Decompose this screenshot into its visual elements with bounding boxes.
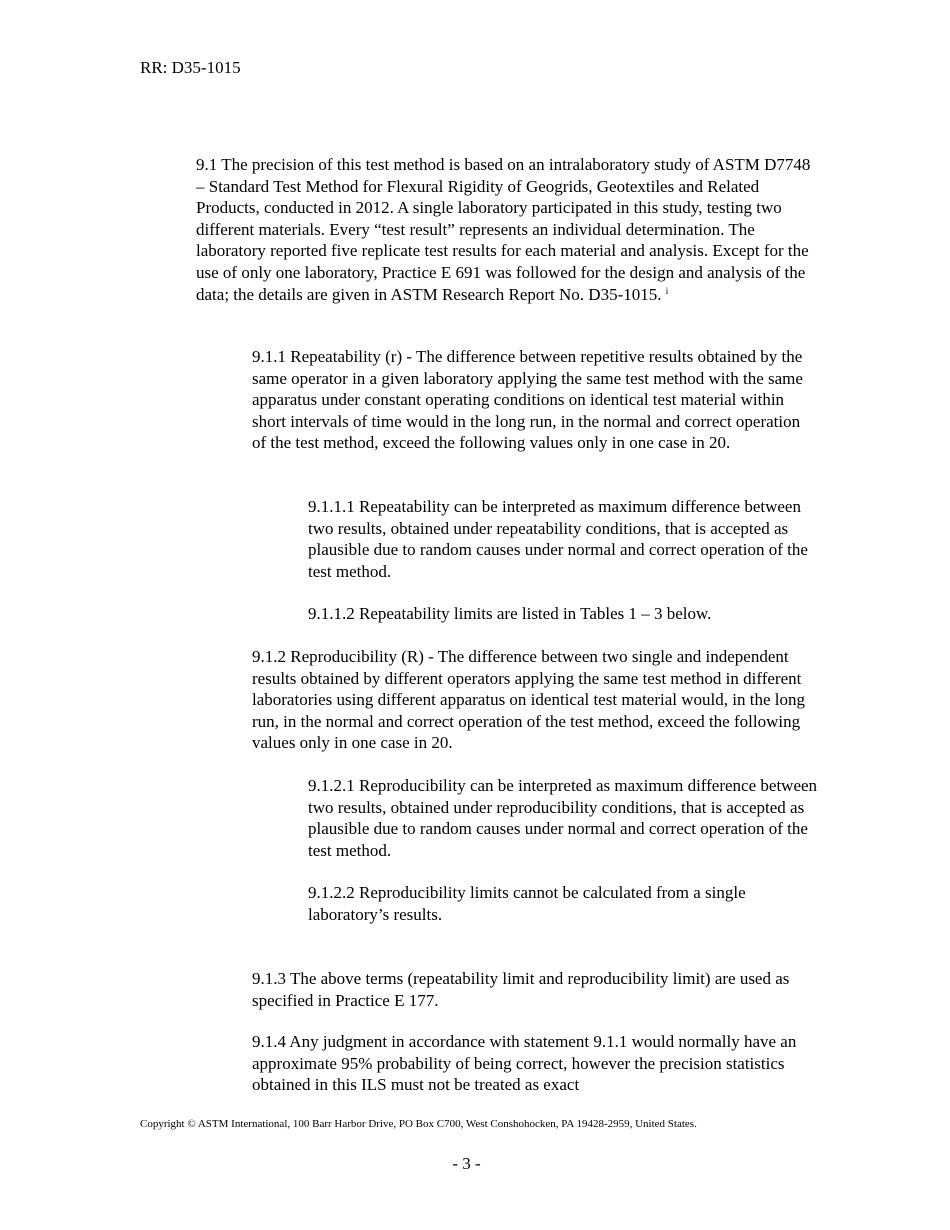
section-9-1: [196, 154, 821, 305]
section-9-1-2-1: 9.1.2.1 Reproducibility can be interpreted as maximum difference between two results, obtained under reproducibility conditions, that is accepted as plausible due to random causes under normal and correct operation of the test method.: [308, 776, 818, 860]
section-9-1-1: 9.1.1 Repeatability (r) - The difference between repetitive results obtained by the same operator in a given laboratory applying the same test method with the same apparatus under constant operating conditions on identical test material within short intervals of time would in the long run, in the normal and correct operation of the test method, exceed the following values only in one case in 20.: [252, 347, 803, 453]
copyright-footer: Copyright © ASTM International, 100 Barr Harbor Drive, PO Box C700, West Conshohocken, PA 19428-2959, United States.: [140, 1118, 697, 1130]
section-9-1-text: 9.1 The precision of this test method is based on an intralaboratory study of ASTM D7748 – Standard Test Method for Flexural Rigidity of Geogrids, Geotextiles and Related Products, conducted in 2012. A single laboratory participated in this study, testing two different materials. Every “test result” represents an individual determination. The laboratory reported five replicate test results for each material and analysis. Except for the use of only one laboratory, Practice E 691 was followed for the design and analysis of the data; the details are given in ASTM Research Report No. D35-1015.: [196, 155, 811, 304]
section-9-1-2: 9.1.2 Reproducibility (R) - The difference between two single and independent results obtained by different operators applying the same test method in different laboratories using different apparatus on identical test material would, in the long run, in the normal and correct operation of the test method, exceed the following values only in one case in 20.: [252, 647, 805, 753]
section-9-1-4: 9.1.4 Any judgment in accordance with statement 9.1.1 would normally have an approximate 95% probability of being correct, however the precision statistics obtained in this ILS must not be treated as exact: [252, 1032, 797, 1095]
section-9-1-3: 9.1.3 The above terms (repeatability limit and reproducibility limit) are used as specified in Practice E 177.: [252, 969, 790, 1010]
page-number: - 3 -: [452, 1154, 481, 1173]
section-9-1-2-2: 9.1.2.2 Reproducibility limits cannot be calculated from a single laboratory’s results.: [308, 883, 746, 924]
endnote-marker: i: [665, 285, 669, 296]
section-9-1-1-2: 9.1.1.2 Repeatability limits are listed in Tables 1 – 3 below.: [308, 604, 712, 623]
report-id-header: RR: D35-1015: [140, 58, 241, 77]
section-9-1-1-1: 9.1.1.1 Repeatability can be interpreted as maximum difference between two results, obtained under repeatability conditions, that is accepted as plausible due to random causes under normal and correct operation of the test method.: [308, 497, 808, 581]
